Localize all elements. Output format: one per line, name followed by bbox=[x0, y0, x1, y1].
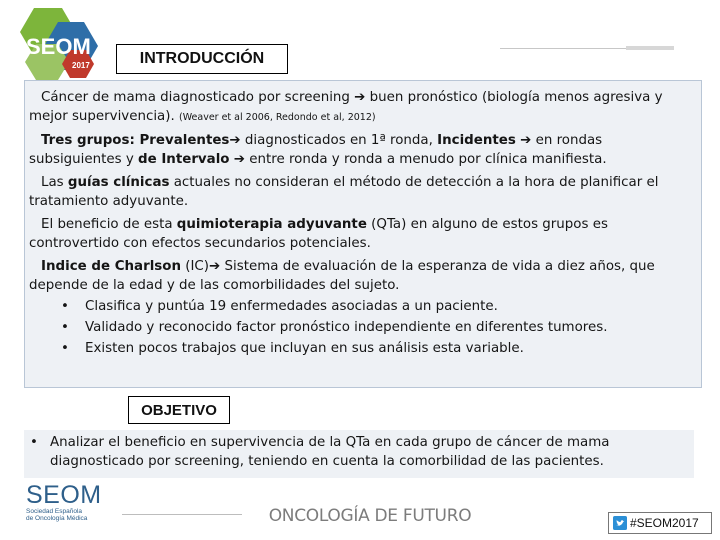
text-span: actuales no consideran el método de detección a la hora de planificar el tratamiento adyuvante. bbox=[29, 175, 659, 209]
intro-paragraph-guidelines bbox=[29, 174, 693, 211]
intro-title: INTRODUCCIÓN bbox=[116, 44, 288, 74]
text-span: El beneficio de esta bbox=[41, 217, 177, 232]
text-span: (QTa) en alguno de estos grupos es controvertido con efectos secundarios potenciales. bbox=[29, 217, 608, 251]
twitter-icon bbox=[613, 516, 627, 530]
intro-paragraph-charlson bbox=[29, 258, 693, 295]
text-span: Las bbox=[41, 175, 68, 190]
arrow-right-icon: ➔ bbox=[354, 90, 366, 105]
bold-text: Tres grupos: Prevalentes bbox=[41, 133, 230, 148]
intro-paragraph-chemotherapy bbox=[29, 216, 693, 253]
objective-title: OBJETIVO bbox=[128, 396, 230, 424]
bold-text: guías clínicas bbox=[67, 175, 170, 190]
hashtag-text: #SEOM2017 bbox=[630, 516, 699, 530]
intro-paragraph-groups bbox=[29, 132, 693, 169]
objective-text: Analizar el beneficio en supervivencia de la QTa en cada grupo de cáncer de mama diagnosticado por screening, teniendo en cuenta la comorbilidad de las pacientes. bbox=[50, 435, 610, 469]
svg-text:2017: 2017 bbox=[72, 61, 90, 70]
decorative-bar bbox=[626, 46, 674, 50]
text-span: en rondas subsiguientes y bbox=[29, 133, 603, 167]
bold-text: Indice de Charlson bbox=[41, 259, 181, 274]
arrow-right-icon: ➔ bbox=[233, 151, 245, 167]
text-span: buen pronóstico (biología menos agresiva y mejor supervivencia). bbox=[29, 90, 663, 124]
text-span: Sistema de evaluación de la esperanza de vida a diez años, que depende de la edad y de las comorbilidades del sujeto. bbox=[29, 259, 655, 293]
arrow-right-icon: ➔ bbox=[520, 133, 532, 148]
list-item: • Validado y reconocido factor pronóstico independiente en diferentes tumores. bbox=[61, 317, 693, 338]
arrow-right-icon: ➔ bbox=[209, 259, 221, 274]
charlson-bullet-list bbox=[61, 296, 693, 359]
bold-text: de Intervalo bbox=[138, 151, 230, 167]
seom-footer-logo bbox=[26, 482, 116, 528]
text-span: entre ronda y ronda a menudo por clínica manifiesta. bbox=[245, 151, 607, 167]
text-span: diagnosticados en 1ª ronda, bbox=[240, 133, 438, 148]
list-item: • Clasifica y puntúa 19 enfermedades asociadas a un paciente. bbox=[61, 296, 693, 317]
svg-text:SEOM: SEOM bbox=[26, 34, 91, 59]
text-span: (IC) bbox=[181, 259, 210, 274]
objective-content-box bbox=[24, 430, 694, 478]
seom-subtitle-line1: Sociedad Española bbox=[26, 508, 83, 515]
list-item: • Existen pocos trabajos que incluyan en sus análisis esta variable. bbox=[61, 338, 693, 359]
seom-wordmark: SEOM bbox=[26, 481, 102, 509]
seom-2017-logo bbox=[14, 6, 104, 84]
intro-paragraph-screening bbox=[29, 89, 693, 127]
footer-tagline: ONCOLOGÍA DE FUTURO bbox=[268, 506, 472, 526]
text-span: Cáncer de mama diagnosticado por screening bbox=[41, 90, 355, 105]
footer-divider bbox=[122, 514, 242, 515]
decorative-line bbox=[500, 48, 628, 49]
seom-subtitle-line2: de Oncología Médica bbox=[26, 515, 88, 523]
hashtag-badge bbox=[608, 512, 712, 534]
reference-citation: (Weaver et al 2006, Redondo et al, 2012) bbox=[178, 111, 376, 123]
arrow-right-icon: ➔ bbox=[229, 133, 241, 148]
intro-content-box bbox=[24, 80, 702, 388]
bold-text: Incidentes bbox=[437, 133, 516, 148]
bold-text: quimioterapia adyuvante bbox=[176, 217, 367, 232]
bullet-icon: • bbox=[30, 435, 38, 450]
